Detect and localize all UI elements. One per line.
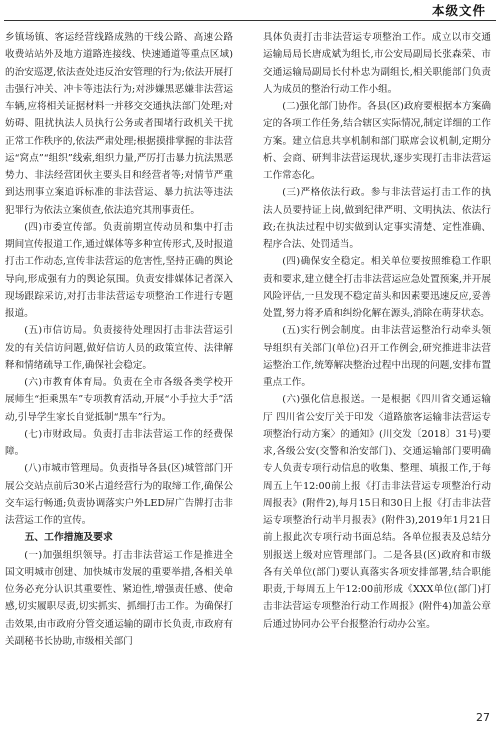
intro-line: 法开展打击强行冲关、冲卡等违法行为;对涉嫌黑恶 [5, 66, 233, 95]
measure-heading: (六)强化信息报送。 [282, 394, 371, 406]
duty-heading: (四)市委宣传部。 [24, 221, 103, 233]
intro-line: 嫌非法营运车辆,应将相关证据材料一并移交交通 [5, 83, 234, 112]
duty-text: 负责在全市各级各类学校开展师生“拒乘黑车”专项教育活动,开展“小手拉大手”活动,引导学生家长自觉抵制“黑车”行为。 [5, 377, 233, 423]
measure-text: 参与非法营运打击工作的执法人员要持证上岗,做到纪律严明、文明执法、依法行政;在执法过程中切实做到认定事实清楚、定性准确、程序合法、处罚适当。 [263, 187, 491, 250]
left-column [5, 29, 233, 650]
intro-line: 标准的非法营运、暴力抗法等违法犯罪行为依法立 [5, 187, 234, 216]
page-number: 27 [476, 711, 490, 724]
measure-text: 各县(区)政府要根据本方案确定的各项工作任务,结合辖区实际情况,制定详细的工作方案。建立信息共享机制和部门联席会议机制,定期分析、会商、研判非法营运现状,逐步实现打击非法营运工作常态化。 [263, 101, 491, 181]
header-rule [4, 20, 496, 21]
measure-text: 打击非法营运工作是推进全国文明城市创建、加快城市发展的重要举措,各相关单位务必充分认识其重要性、紧迫性,增强责任感、使命感,切实履职尽责,切实抓实、抓细打击工作。为确保打击效果,由市政府分管交通运输的副市长负责,市政府有关副秘书长协助,市级相关部门 [5, 549, 233, 647]
duty-item-publicity [5, 219, 233, 323]
measure-heading: (三)严格依法行政。 [282, 187, 371, 199]
duty-item-petition [5, 322, 233, 374]
measure-text: 由非法营运整治行动牵头领导组织有关部门(单位)召开工作例会,研究推进非法营运整治工作,统筹解决整治过程中出现的问题,安排布置重点工作。 [263, 325, 491, 388]
measure-heading: (一)加强组织领导。 [24, 549, 113, 561]
intro-line: 案侦查,依法追究其刑事责任。 [72, 204, 200, 216]
duty-item-urban-management [5, 460, 233, 529]
measure-stability [263, 253, 491, 322]
measure-organization [5, 547, 233, 651]
duty-heading: (七)市财政局。 [24, 428, 93, 440]
intro-line: 围堵行政机关干扰正常工作秩序的,依法严肃处理; [5, 118, 234, 147]
measure-text: 相关单位要按照维稳工作职责和要求,建立健全打击非法营运应急处置预案,并开展风险评估,一旦发现不稳定苗头和因素要迅速反应,妥善处置,努力将矛盾和纠纷化解在源头,消除在萌芽状态。 [263, 256, 491, 319]
duty-heading: (六)市教育体育局。 [24, 377, 113, 388]
measure-heading: (二)强化部门协作。 [282, 101, 368, 112]
duty-text: 负责指导各县(区)城管部门开展公交站点前后30米占道经营行为的取缔工作,确保公交车运行畅通;负责协调落实户外LED屏广告牌打击非法营运工作的宣传。 [5, 463, 233, 526]
intro-paragraph [5, 29, 233, 219]
duty-heading: (八)市城市管理局。 [24, 463, 110, 475]
duty-text: 负责接待处理因打击非法营运引发的有关信访问题,做好信访人员的政策宣传、法律解释和情绪疏导工作,确保社会稳定。 [5, 325, 233, 371]
duty-text: 负责前期宣传动员和集中打击期间宣传报道工作,通过媒体等多种宣传形式,及时报道打击工作动态,宣传非法营运的危害性,坚持正确的舆论导向,形成强有力的舆论氛围。负责安排媒体记者深入现场跟踪采访,对打击非法营运专项整治工作进行专题报道。 [5, 221, 233, 319]
duty-item-finance [5, 426, 233, 461]
duty-text: 负责打击非法营运工作的经费保障。 [5, 428, 233, 457]
intro-line: 力量,严厉打击暴力抗法黑恶势力、非法经营团伙主 [5, 152, 233, 181]
intro-line: 乡镇场镇、客运经营线路成熟的干线公路、高速公路 [5, 32, 233, 43]
duty-item-education [5, 374, 233, 426]
measure-heading: (五)实行例会制度。 [282, 325, 371, 337]
intro-line: 域)的治安巡逻,依法查处违反治安管理的行为;依 [5, 49, 233, 78]
measure-reporting [263, 391, 491, 633]
measure-law-enforcement [263, 184, 491, 253]
intro-line: 要头目和经营者等;对情节严重到达刑事立案追诉 [5, 170, 234, 199]
header-label: 本级文件 [431, 3, 486, 18]
intro-line: 收费站站外及地方道路连接线、快速通道等重点区 [5, 49, 220, 61]
intro-line: 根据摸排掌握的非法营运“窝点”“组织”线索,组织 [5, 135, 233, 164]
section-title: 五、工作措施及要求 [24, 532, 113, 544]
measure-heading: (四)确保安全稳定。 [282, 256, 371, 268]
measure-text: 一是根据《四川省交通运输厅 四川省公安厅关于印发〈道路旅客运输非法营运专项整治行动方案〉的通知》(川交发〔2018〕31号)要求,各级公安(交警和治安部门)、交通运输部门要明确专人负责专项行动信息的收集、整理、填报工作,于每周五上午12:00前上报《打击非法营运专项整治行动周报表》(附件2),每月15日和30日上报《打击非法营运专项整治行动半月报表》(附件3),2019年1月21日前上报此次专项行动书面总结。各单位报表及总结分别报送上级对应管理部门。二是各县(区)政府和市级各有关单位(部门)要认真落实各项安排部署,结合职能职责,于每周五上午12:00前形成《XXX单位(部门)打击非法营运专项整治行动工作周报》(附件4)加盖公章后通过协同办公平台报整治行动办公室。 [263, 394, 491, 630]
measure-meetings [263, 322, 491, 391]
measure-coordination [263, 98, 491, 184]
intro-line: 执法部门处理;对妨碍、阻扰执法人员执行公务或者 [5, 101, 233, 130]
duty-heading: (五)市信访局。 [24, 325, 93, 337]
page-header [0, 0, 500, 21]
right-column [263, 29, 491, 633]
measure-organization-continued: 具体负责打击非法营运专项整治工作。成立以市交通运输局局长唐成斌为组长,市公安局副局长张森荣、市交通运输局副局长付朴忠为副组长,相关职能部门负责人为成员的整治行动工作小组。 [263, 32, 491, 95]
